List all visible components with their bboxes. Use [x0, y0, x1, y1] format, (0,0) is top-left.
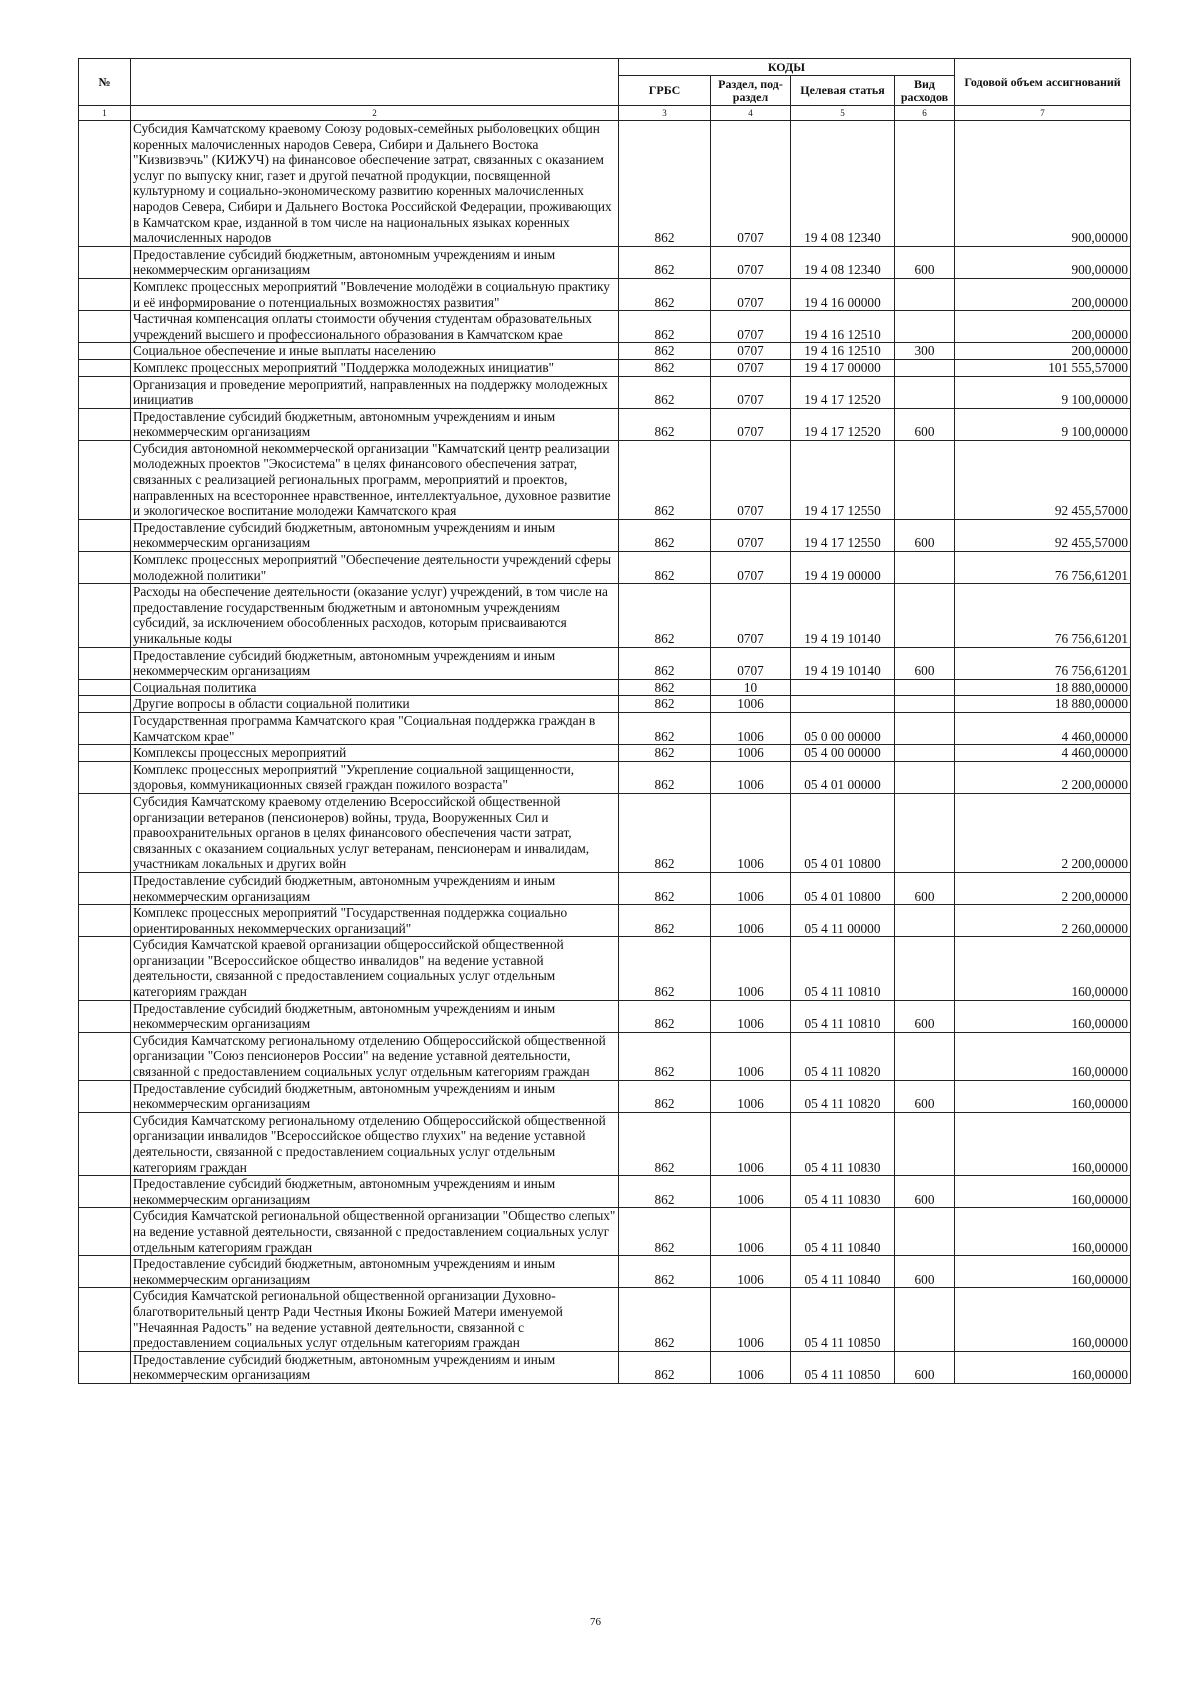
- row-section: 0707: [711, 343, 791, 360]
- row-grbs: 862: [619, 359, 711, 376]
- row-target: 19 4 17 12520: [791, 376, 895, 408]
- row-num-cell: [79, 1351, 131, 1383]
- row-amount: 160,00000: [955, 1112, 1131, 1175]
- row-num-cell: [79, 679, 131, 696]
- row-target: 19 4 17 12550: [791, 440, 895, 519]
- row-section: 1006: [711, 872, 791, 904]
- row-section: 0707: [711, 121, 791, 247]
- row-name: Субсидия автономной некоммерческой организации "Камчатский центр реализации молодежных проектов "Экосистема" в целях финансового обеспечения затрат, связанных с реализацией региональных программ, мероприятий и проектов, направленных на всестороннее нравственное, интеллектуальное, духовное развитие и экологическое воспитание молодежи Камчатского края: [131, 440, 619, 519]
- row-target: 05 4 01 00000: [791, 761, 895, 793]
- row-grbs: 862: [619, 761, 711, 793]
- row-section: 0707: [711, 647, 791, 679]
- row-num-cell: [79, 584, 131, 647]
- header-exptype: Вид расходов: [895, 76, 955, 106]
- row-target: 19 4 19 00000: [791, 552, 895, 584]
- row-target: 19 4 08 12340: [791, 246, 895, 278]
- row-target: 05 4 01 10800: [791, 793, 895, 872]
- row-amount: 900,00000: [955, 121, 1131, 247]
- row-num-cell: [79, 745, 131, 762]
- row-num-cell: [79, 246, 131, 278]
- row-section: 1006: [711, 1032, 791, 1080]
- row-grbs: 862: [619, 121, 711, 247]
- row-amount: 200,00000: [955, 311, 1131, 343]
- row-grbs: 862: [619, 696, 711, 713]
- row-section: 1006: [711, 761, 791, 793]
- row-num-cell: [79, 343, 131, 360]
- row-section: 0707: [711, 376, 791, 408]
- row-target: [791, 679, 895, 696]
- row-amount: 9 100,00000: [955, 408, 1131, 440]
- row-name: Субсидия Камчатской региональной общественной организации Духовно-благотворительный центр Ради Честныя Иконы Божией Матери именуемой "Нечаянная Радость" на ведение уставной деятельности, связанной с предоставлением социальных услуг отдельным категориям граждан: [131, 1288, 619, 1351]
- row-section: 0707: [711, 584, 791, 647]
- row-num-cell: [79, 1000, 131, 1032]
- table-row: [79, 311, 1131, 343]
- row-grbs: 862: [619, 745, 711, 762]
- table-row: [79, 121, 1131, 247]
- row-exptype: [895, 376, 955, 408]
- row-target: 19 4 16 12510: [791, 343, 895, 360]
- row-amount: 160,00000: [955, 1208, 1131, 1256]
- row-amount: 200,00000: [955, 343, 1131, 360]
- table-row: [79, 712, 1131, 744]
- row-name: Предоставление субсидий бюджетным, автономным учреждениям и иным некоммерческим организациям: [131, 647, 619, 679]
- row-section: 0707: [711, 278, 791, 310]
- row-target: 19 4 16 00000: [791, 278, 895, 310]
- page-number: 76: [590, 1616, 601, 1628]
- row-grbs: 862: [619, 937, 711, 1000]
- row-exptype: [895, 679, 955, 696]
- header-section: Раздел, под-раздел: [711, 76, 791, 106]
- row-section: 0707: [711, 359, 791, 376]
- row-grbs: 862: [619, 408, 711, 440]
- table-row: [79, 761, 1131, 793]
- row-exptype: 600: [895, 1351, 955, 1383]
- table-row: [79, 376, 1131, 408]
- row-num-cell: [79, 793, 131, 872]
- row-num-cell: [79, 311, 131, 343]
- row-grbs: 862: [619, 376, 711, 408]
- row-target: 05 4 11 10840: [791, 1208, 895, 1256]
- table-row: [79, 1000, 1131, 1032]
- row-section: 1006: [711, 1256, 791, 1288]
- row-name: Субсидия Камчатской региональной общественной организации "Общество слепых" на ведение уставной деятельности, связанной с предоставлением социальных услуг отдельным категориям граждан: [131, 1208, 619, 1256]
- row-target: 19 4 17 00000: [791, 359, 895, 376]
- row-name: Частичная компенсация оплаты стоимости обучения студентам образовательных учреждений высшего и профессионального образования в Камчатском крае: [131, 311, 619, 343]
- row-target: 05 4 11 10810: [791, 937, 895, 1000]
- row-grbs: 862: [619, 793, 711, 872]
- row-exptype: [895, 584, 955, 647]
- table-row: [79, 408, 1131, 440]
- row-name: Социальная политика: [131, 679, 619, 696]
- row-exptype: [895, 905, 955, 937]
- row-exptype: 600: [895, 1080, 955, 1112]
- row-grbs: 862: [619, 440, 711, 519]
- table-row: [79, 679, 1131, 696]
- column-number: 3: [619, 106, 711, 121]
- row-exptype: [895, 712, 955, 744]
- row-exptype: 600: [895, 647, 955, 679]
- row-target: 05 4 00 00000: [791, 745, 895, 762]
- row-section: 1006: [711, 1208, 791, 1256]
- row-num-cell: [79, 376, 131, 408]
- header-codes: КОДЫ: [619, 59, 955, 76]
- row-exptype: 600: [895, 519, 955, 551]
- row-exptype: [895, 1032, 955, 1080]
- row-amount: 2 260,00000: [955, 905, 1131, 937]
- row-name: Комплекс процессных мероприятий "Укрепление социальной защищенности, здоровья, коммуникационных связей граждан пожилого возраста": [131, 761, 619, 793]
- column-number: 5: [791, 106, 895, 121]
- row-amount: 2 200,00000: [955, 793, 1131, 872]
- row-target: 05 4 11 10810: [791, 1000, 895, 1032]
- table-header: [79, 59, 1131, 121]
- row-exptype: [895, 696, 955, 713]
- row-exptype: 600: [895, 1000, 955, 1032]
- header-num: №: [79, 59, 131, 106]
- row-section: 1006: [711, 712, 791, 744]
- row-target: 05 4 11 10830: [791, 1176, 895, 1208]
- row-name: Социальное обеспечение и иные выплаты населению: [131, 343, 619, 360]
- column-number: 6: [895, 106, 955, 121]
- row-grbs: 862: [619, 712, 711, 744]
- header-target: Целевая статья: [791, 76, 895, 106]
- row-amount: 92 455,57000: [955, 519, 1131, 551]
- row-target: 19 4 19 10140: [791, 584, 895, 647]
- table-row: [79, 343, 1131, 360]
- row-section: 1006: [711, 1176, 791, 1208]
- row-grbs: 862: [619, 872, 711, 904]
- row-grbs: 862: [619, 1112, 711, 1175]
- row-name: Государственная программа Камчатского края "Социальная поддержка граждан в Камчатском крае": [131, 712, 619, 744]
- row-target: 05 4 11 00000: [791, 905, 895, 937]
- table-row: [79, 552, 1131, 584]
- row-num-cell: [79, 519, 131, 551]
- table-row: [79, 696, 1131, 713]
- row-section: 0707: [711, 440, 791, 519]
- row-section: 1006: [711, 1112, 791, 1175]
- row-name: Другие вопросы в области социальной политики: [131, 696, 619, 713]
- row-target: 19 4 17 12550: [791, 519, 895, 551]
- row-grbs: 862: [619, 647, 711, 679]
- table-row: [79, 278, 1131, 310]
- row-num-cell: [79, 1112, 131, 1175]
- budget-table: [78, 58, 1131, 1384]
- row-num-cell: [79, 359, 131, 376]
- table-body: [79, 121, 1131, 1384]
- table-row: [79, 1256, 1131, 1288]
- row-name: Субсидия Камчатскому региональному отделению Общероссийской общественной организации инвалидов "Всероссийское общество глухих" на ведение уставной деятельности, связанной с предоставлением социальных услуг отдельным категориям граждан: [131, 1112, 619, 1175]
- row-num-cell: [79, 278, 131, 310]
- table-row: [79, 1080, 1131, 1112]
- row-section: 1006: [711, 937, 791, 1000]
- row-amount: 18 880,00000: [955, 696, 1131, 713]
- table-row: [79, 1351, 1131, 1383]
- row-num-cell: [79, 696, 131, 713]
- row-section: 10: [711, 679, 791, 696]
- row-name: Комплекс процессных мероприятий "Государственная поддержка социально ориентированных некоммерческих организаций": [131, 905, 619, 937]
- row-exptype: [895, 1112, 955, 1175]
- table-row: [79, 937, 1131, 1000]
- row-amount: 160,00000: [955, 1000, 1131, 1032]
- row-grbs: 862: [619, 679, 711, 696]
- row-grbs: 862: [619, 343, 711, 360]
- row-name: Предоставление субсидий бюджетным, автономным учреждениям и иным некоммерческим организациям: [131, 1080, 619, 1112]
- table-row: [79, 1032, 1131, 1080]
- row-num-cell: [79, 1080, 131, 1112]
- row-amount: 200,00000: [955, 278, 1131, 310]
- row-name: Предоставление субсидий бюджетным, автономным учреждениям и иным некоммерческим организациям: [131, 1256, 619, 1288]
- row-target: 05 4 11 10820: [791, 1032, 895, 1080]
- row-grbs: 862: [619, 1080, 711, 1112]
- row-name: Организация и проведение мероприятий, направленных на поддержку молодежных инициатив: [131, 376, 619, 408]
- column-numbers-row: [79, 106, 1131, 121]
- column-number: 1: [79, 106, 131, 121]
- table-row: [79, 1288, 1131, 1351]
- row-num-cell: [79, 1032, 131, 1080]
- row-section: 1006: [711, 1080, 791, 1112]
- row-exptype: [895, 359, 955, 376]
- row-grbs: 862: [619, 311, 711, 343]
- row-section: 0707: [711, 246, 791, 278]
- row-name: Предоставление субсидий бюджетным, автономным учреждениям и иным некоммерческим организациям: [131, 872, 619, 904]
- row-exptype: 300: [895, 343, 955, 360]
- row-name: Предоставление субсидий бюджетным, автономным учреждениям и иным некоммерческим организациям: [131, 1176, 619, 1208]
- header-name-blank: [131, 59, 619, 106]
- table-row: [79, 519, 1131, 551]
- row-target: 05 0 00 00000: [791, 712, 895, 744]
- row-amount: 160,00000: [955, 1288, 1131, 1351]
- row-target: [791, 696, 895, 713]
- row-num-cell: [79, 761, 131, 793]
- row-num-cell: [79, 1288, 131, 1351]
- row-amount: 18 880,00000: [955, 679, 1131, 696]
- row-num-cell: [79, 937, 131, 1000]
- row-section: 1006: [711, 1000, 791, 1032]
- table-row: [79, 647, 1131, 679]
- row-num-cell: [79, 121, 131, 247]
- row-target: 05 4 01 10800: [791, 872, 895, 904]
- table-row: [79, 793, 1131, 872]
- row-num-cell: [79, 872, 131, 904]
- row-grbs: 862: [619, 1351, 711, 1383]
- row-section: 0707: [711, 311, 791, 343]
- row-amount: 2 200,00000: [955, 761, 1131, 793]
- row-name: Субсидия Камчатскому краевому Союзу родовых-семейных рыболовецких общин коренных малочисленных народов Севера, Сибири и Дальнего Востока "Кизвизвэчь" (КИЖУЧ) на финансовое обеспечение затрат, связанных с оказанием услуг по выпуску книг, газет и другой печатной продукции, посвященной культурному и социально-экономическому развитию коренных малочисленных народов Севера, Сибири и Дальнего Востока Российской Федерации, проживающих в Камчатском крае, изданной в том числе на национальных языках коренных малочисленных народов: [131, 121, 619, 247]
- row-target: 19 4 17 12520: [791, 408, 895, 440]
- row-exptype: [895, 278, 955, 310]
- row-grbs: 862: [619, 584, 711, 647]
- row-target: 05 4 11 10840: [791, 1256, 895, 1288]
- table-row: [79, 872, 1131, 904]
- row-grbs: 862: [619, 1288, 711, 1351]
- row-grbs: 862: [619, 1000, 711, 1032]
- row-amount: 9 100,00000: [955, 376, 1131, 408]
- row-section: 1006: [711, 905, 791, 937]
- row-amount: 4 460,00000: [955, 712, 1131, 744]
- row-section: 1006: [711, 1351, 791, 1383]
- row-name: Субсидия Камчатскому краевому отделению Всероссийской общественной организации ветеранов (пенсионеров) войны, труда, Вооруженных Сил и правоохранительных органов в целях финансового обеспечения части затрат, связанных с оказанием социальных услуг ветеранам, пенсионерам и инвалидам, участникам локальных и других войн: [131, 793, 619, 872]
- row-name: Расходы на обеспечение деятельности (оказание услуг) учреждений, в том числе на предоставление государственным бюджетным и автономным учреждениям субсидий, за исключением обособленных расходов, которым присваиваются уникальные коды: [131, 584, 619, 647]
- row-section: 1006: [711, 793, 791, 872]
- row-amount: 76 756,61201: [955, 584, 1131, 647]
- row-target: 05 4 11 10830: [791, 1112, 895, 1175]
- table-row: [79, 359, 1131, 376]
- row-name: Предоставление субсидий бюджетным, автономным учреждениям и иным некоммерческим организациям: [131, 408, 619, 440]
- row-name: Предоставление субсидий бюджетным, автономным учреждениям и иным некоммерческим организациям: [131, 519, 619, 551]
- row-num-cell: [79, 905, 131, 937]
- table-row: [79, 440, 1131, 519]
- row-section: 0707: [711, 552, 791, 584]
- row-target: 19 4 19 10140: [791, 647, 895, 679]
- row-name: Предоставление субсидий бюджетным, автономным учреждениям и иным некоммерческим организациям: [131, 246, 619, 278]
- row-exptype: 600: [895, 408, 955, 440]
- row-name: Предоставление субсидий бюджетным, автономным учреждениям и иным некоммерческим организациям: [131, 1000, 619, 1032]
- row-amount: 160,00000: [955, 1032, 1131, 1080]
- row-grbs: 862: [619, 1208, 711, 1256]
- row-exptype: [895, 793, 955, 872]
- row-amount: 2 200,00000: [955, 872, 1131, 904]
- row-target: 19 4 08 12340: [791, 121, 895, 247]
- row-exptype: [895, 761, 955, 793]
- row-amount: 160,00000: [955, 1351, 1131, 1383]
- row-grbs: 862: [619, 905, 711, 937]
- row-num-cell: [79, 647, 131, 679]
- row-name: Комплекс процессных мероприятий "Поддержка молодежных инициатив": [131, 359, 619, 376]
- row-amount: 92 455,57000: [955, 440, 1131, 519]
- column-number: 2: [131, 106, 619, 121]
- row-exptype: [895, 1208, 955, 1256]
- row-exptype: [895, 121, 955, 247]
- row-exptype: [895, 1288, 955, 1351]
- row-amount: 160,00000: [955, 1080, 1131, 1112]
- row-exptype: [895, 745, 955, 762]
- row-name: Комплексы процессных мероприятий: [131, 745, 619, 762]
- table-row: [79, 1176, 1131, 1208]
- row-num-cell: [79, 552, 131, 584]
- row-num-cell: [79, 1256, 131, 1288]
- row-amount: 900,00000: [955, 246, 1131, 278]
- row-target: 19 4 16 12510: [791, 311, 895, 343]
- table-row: [79, 246, 1131, 278]
- row-amount: 76 756,61201: [955, 552, 1131, 584]
- row-num-cell: [79, 1176, 131, 1208]
- row-section: 0707: [711, 519, 791, 551]
- row-exptype: [895, 311, 955, 343]
- row-amount: 160,00000: [955, 937, 1131, 1000]
- row-section: 1006: [711, 745, 791, 762]
- table-row: [79, 584, 1131, 647]
- row-exptype: 600: [895, 246, 955, 278]
- column-number: 7: [955, 106, 1131, 121]
- row-grbs: 862: [619, 552, 711, 584]
- row-grbs: 862: [619, 1032, 711, 1080]
- row-name: Комплекс процессных мероприятий "Вовлечение молодёжи в социальную практику и её информирование о потенциальных возможностях развития": [131, 278, 619, 310]
- row-name: Субсидия Камчатской краевой организации общероссийской общественной организации "Всероссийское общество инвалидов" на ведение уставной деятельности, связанной с предоставлением социальных услуг отдельным категориям граждан: [131, 937, 619, 1000]
- table-row: [79, 745, 1131, 762]
- row-target: 05 4 11 10850: [791, 1351, 895, 1383]
- row-target: 05 4 11 10850: [791, 1288, 895, 1351]
- header-volume: Годовой объем ассигнований: [955, 59, 1131, 106]
- row-grbs: 862: [619, 519, 711, 551]
- row-target: 05 4 11 10820: [791, 1080, 895, 1112]
- table-row: [79, 905, 1131, 937]
- row-section: 1006: [711, 696, 791, 713]
- row-name: Предоставление субсидий бюджетным, автономным учреждениям и иным некоммерческим организациям: [131, 1351, 619, 1383]
- row-section: 1006: [711, 1288, 791, 1351]
- row-amount: 160,00000: [955, 1256, 1131, 1288]
- row-num-cell: [79, 408, 131, 440]
- row-grbs: 862: [619, 1176, 711, 1208]
- row-exptype: 600: [895, 872, 955, 904]
- row-grbs: 862: [619, 246, 711, 278]
- table-row: [79, 1208, 1131, 1256]
- row-num-cell: [79, 1208, 131, 1256]
- column-number: 4: [711, 106, 791, 121]
- row-amount: 76 756,61201: [955, 647, 1131, 679]
- table-row: [79, 1112, 1131, 1175]
- row-name: Субсидия Камчатскому региональному отделению Общероссийской общественной организации "Союз пенсионеров России" на ведение уставной деятельности, связанной с предоставлением социальных услуг отдельным категориям граждан: [131, 1032, 619, 1080]
- row-num-cell: [79, 440, 131, 519]
- row-name: Комплекс процессных мероприятий "Обеспечение деятельности учреждений сферы молодежной политики": [131, 552, 619, 584]
- row-exptype: 600: [895, 1176, 955, 1208]
- row-exptype: [895, 937, 955, 1000]
- row-grbs: 862: [619, 278, 711, 310]
- row-amount: 160,00000: [955, 1176, 1131, 1208]
- row-amount: 101 555,57000: [955, 359, 1131, 376]
- row-exptype: [895, 440, 955, 519]
- row-amount: 4 460,00000: [955, 745, 1131, 762]
- row-grbs: 862: [619, 1256, 711, 1288]
- row-exptype: [895, 552, 955, 584]
- header-grbs: ГРБС: [619, 76, 711, 106]
- row-section: 0707: [711, 408, 791, 440]
- row-exptype: 600: [895, 1256, 955, 1288]
- row-num-cell: [79, 712, 131, 744]
